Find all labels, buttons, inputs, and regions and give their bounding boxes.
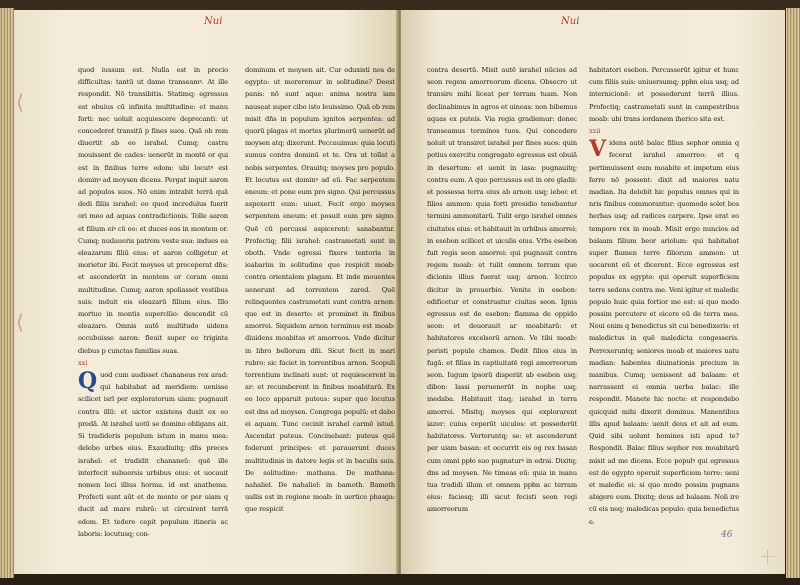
pencil-page-number: 46 [721, 530, 733, 540]
registration-cross [761, 550, 775, 564]
right-column-1 [427, 64, 577, 544]
right-column-2b-text: idens autē balac filius sephor omnia q fecerat israhel amorreo: et q pertimuissent eum moabite et impetum eius ferre nō possent: dixit ad maiores natu madian. Ita delebit hic populus omnes qui in nris finibus commorantur: quomodo solet bos herbas usq; ad radices carpere. Ipse erat eo tempore rex in moab. Misit ergo nuncios ad balaam filium beor ariolum: qui habitabat super flumen terre filiorum ammon: ut uocarent eū et dicerent. Ecce egressus est populus ex egypto: qui operuit superficiem terre sedens contra me. Veni igitur et maledic populo huic quia fortior me est: si quo modo possim percutere et eicere eū de terra mea. Noui enim q benedictus sit cui benedixeris: et maledictus in quē maledicta congesseris. Perrexeruntq; seniores moab et maiores natu madian: habentes diuinationis precium in manibus. Cumq; uenissent ad balaam: et narrassent ei omnia uerba balac: ille respondit. Manete hic nocte: et respondebo quicquid mihi dixerit dominus. Manentibus illis apud balaam: uenit deus et ait ad eum. Quid sibi uolunt homines isti apud te? Respondit. Balac filius sephor rex moabitarū misit ad me dicens. Ecce populꝰ qui egressus est de egypto operuit superficiem terre: ueni et maledic ei: si quo modo possim pugnans abigere eum. Dixitq; deus ad balaam. Noli ire cū eis neq; maledicas populo: quia benedictus e. [589, 139, 739, 526]
chapter-rubric: xxi [78, 358, 88, 367]
decorated-initial: Q [78, 368, 98, 395]
decorated-initial-right: V [589, 136, 606, 163]
left-column-1 [78, 64, 228, 544]
left-margin-mark-lower: ⟨ [16, 310, 24, 334]
left-folio: Nui [204, 16, 223, 27]
left-page [14, 10, 398, 574]
right-column-2 [589, 64, 739, 544]
right-column-1-text: contra desertū. Misit autē israhel nūcios ad seon regem amorreorum dicens. Obsecro ut transire mihi liceat per terram tuam. Non declinabimus in agros et uineas: non bibemus aquas ex puteis. Via regia gradiemur: donec transeamus terminos tuos. Qui concedere noluit ut transiret israhel per fines suos: quin potius exercitu congregato egressus est obuiā in desertum: et uenit in iasa: pugnauitq; contra eum. A quo percussus est in ore gladii: et possessa terra eius ab arnon usq; ieboc et filios ammon: quia forti presidio tenebantur termini ammonitarū. Tulit ergo israhel omnes ciuitates eius: et habitauit in urbibus amorrei: in esebon scilicet et uiculis eius. Vrbs esebon fuit regis seon amorrei: qui pugnauit contra regem moab: et tulit omnem terram que dicionis illius fuerat usq; arnon. Iccirco dicitur in prouerbio. Venite in esebon: edificetur et construatur ciuitas seon. Ignis egressus est de esebon: flamma de oppido seon: et deuorauit ar moabitarū: et habitatores excelsorū arnon. Ve tibi moab: peristi popule chamos. Dedit filios eius in fugā: et filias in captiuitatē regi amorreorum seon. Iugum ipsorū disperiit ab esebon usq; dibon: lassi peruenerūt in nophe usq; medaba. Habitauit itaq; israhel in terra amorrei. Misitq; moyses qui explorarent iazer: cuius ceperūt uiculos: et possederūt habitatores. Verteruntq; se: et ascenderunt per uiam basan: et occurrit eis og rex basan cum omni ppło suo pugnaturꝰ in edrai. Dixitq; dns ad moysen. Ne timeas eū: quia in manu tua tradidi illum et omnem ppłm ac terram eius: faciesq; illi sicut fecisti seon regi amorreorum [427, 66, 577, 514]
page-edges-right [786, 8, 800, 578]
right-folio: Nui [561, 16, 580, 27]
left-column-1-text: quod iussum est. Nulla est in precio difficultas: tantū ut dame transeamꝰ. At ille respondit. Nō transibitis. Statimq; egressus est obuius cū infinita multitudine: et manu forti: nec uoluit acquiescere deprecanti: ut concederet transitū p fines suos. Quā ob rem diuertit ab eo israhel. Cumq; castra mouissent de cades: uenerūt in montē or qui est in finibus terre edom: ubi locutꝰ est dominꝰ ad moysen dicens. Pergat inquit aaron ad populos suos. Nō enim intrabit terrā quā dedi filiis israhel: eo quod incredulus fuerit ori meo ad aquas contradictionis. Tolle aaron et filium eiꝰ cū eo: et duces eos in montem or. Cumq; nudaueris patrem veste sua: indues ea eleazarum filiū eius: et aaron colligetur et morietur ibi. Fecit moyses ut preceperat dñs: et ascenderūt in montem or coram omni multitudine. Cumq; aaron spoliasset vestibus suis: induit eis eleazarū filium eius. Illo mortuo in montis supercilio: descendit cū eleazaro. Omnis autē multitudo uidens occubuisse aaron: fleuit super eo triginta diebus p cunctas familias suas. [78, 66, 228, 355]
chapter-rubric-right: xxii [589, 127, 601, 136]
left-column-2-text: dominum et moysen ait. Cur eduxisti nos de egypto: ut moreremur in solitudine? Deest panis: nō sunt aque: anima nostra iam nauseat super cibo isto leuissimo. Quā ob rem misit dñs in populum ignitos serpentes: ad quorū plagas et mortes plurimorū uenerūt ad moysen atq; dixerunt. Peccauimus: quia locuti sumus contra dominū et te. Ora ut tollat a nobis serpentes. Orauitq; moyses pro populo. Et locutus est dominꝰ ad eū. Fac serpentem eneum: et pone eum pro signo. Qui percussus aspexerit eum: uiuet. Fecit ergo moyses serpentem eneum: et posuit eum pro signo. Quē cū percussi aspicerent: sanabantur. Profectiq; filii israhel: castrametati sunt in oboth. Vnde egressi fixere tentoria in ieabarim in solitudine que respicit moab: contra orientalem plagam. Et inde mouentes uenerunt ad torrentem zared. Quē relinquentes castrametati sunt contra arnon: que est in deserto: et prominet in finibus amorrei. Siquidem arnon terminus est moab: diuidens moabitas et amorreos. Vnde dicitur in libro bellorum dñi. Sicut fecit in mari rubro: sic faciet in torrentibus arnon. Scopuli torrentium inclinati sunt: ut requiescerent in ar: et recumberent in finibus moabitarū. Ex eo loco apparuit puteus: super quo locutus est dns ad moysen. Congrega populū: et dabo ei aquam. Tunc cecinit israhel carmē istud. Ascendat puteus. Concinebant: puteus quē foderunt principes: et parauerunt duces multitudinis in datore legis et in baculis suis. De solitudine: mathana. De mathana: nahaliel. De nahaliel: in bamoth. Bamoth uallis est in regione moab: in uertice phasga: que respicit [245, 66, 395, 514]
right-page [401, 10, 785, 574]
right-column-2a-text: habitatori esebon. Percusserūt igitur et hunc cum filiis suis: uniuersumq; ppłm eius usq; ad internicionē: et possederunt terrā illius. Profectiq; castrametati sunt in campestribus moab: ubi trans iordanem iherico sita est. [589, 66, 739, 123]
left-column-1b-text: uod cum audisset chananeus rex arad: qui habitabat ad meridiem: uenisse scilicet isrl per exploratorum uiam: pugnauit contra illū: et uictor existens duxit ex eo predā. At israhel uotū se domino obligans ait. Si tradideris populum istum in manu mea: delebo urbes eius. Exaudiuitq; dñs preces israhel: et tradidit chananeū: quē ille interfecit subuersis urbibus eius: et uocauit nomen loci illius horma. id est anathema. Profecti sunt aūt et de monte or per uiam q ducit ad mare rubrū: ut circuirent terrā edom. Et tedere cepit populum itineris ac laboris: locutusq; con- [78, 371, 228, 538]
page-edges-left [0, 8, 14, 578]
left-column-2 [245, 64, 395, 544]
left-margin-mark: ⟨ [16, 90, 24, 114]
